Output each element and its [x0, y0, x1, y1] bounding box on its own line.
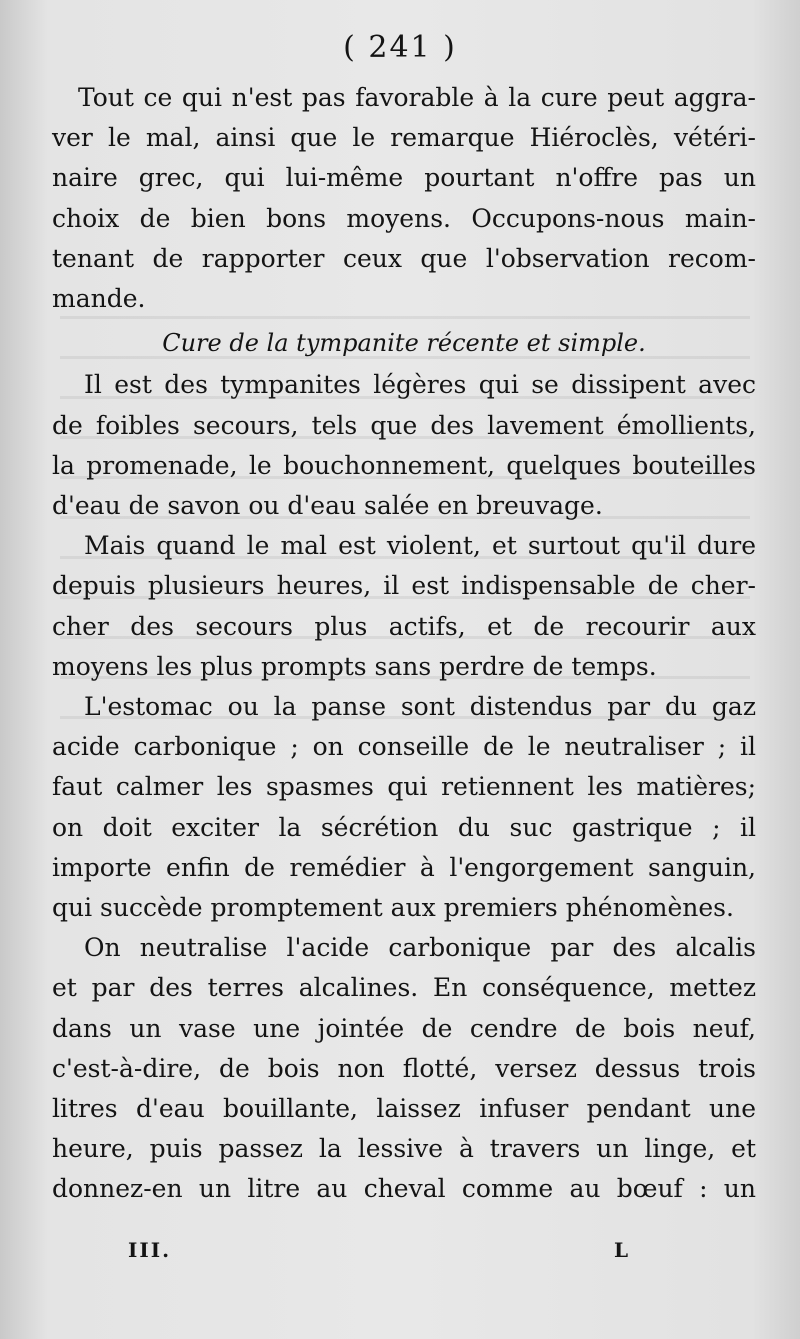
page-number: ( 241 )	[343, 30, 457, 65]
paragraph-2	[52, 526, 756, 687]
text-line: d'eau de savon ou d'eau salée en breuvage.	[52, 491, 603, 521]
paragraph-3	[52, 687, 756, 928]
text-line: importe enfin de remédier à l'engorgement sanguin,	[52, 852, 756, 882]
text-line: faut calmer les spasmes qui retiennent les matières;	[52, 772, 756, 802]
text-line: L'estomac ou la panse sont distendus par du gaz	[84, 692, 756, 722]
paragraph-1	[52, 365, 756, 526]
text-line: cher des secours plus actifs, et de recourir aux	[52, 611, 756, 641]
section-heading: Cure de la tympanite récente et simple.	[162, 329, 646, 358]
text-line: et par des terres alcalines. En conséquence, mettez	[52, 973, 756, 1003]
text-line: la promenade, le bouchonnement, quelques bouteilles	[52, 450, 756, 480]
text-line: Il est des tympanites légères qui se dissipent avec	[84, 370, 756, 400]
text-line: Mais quand le mal est violent, et surtout qu'il dure	[84, 531, 756, 561]
text-line: litres d'eau bouillante, laissez infuser pendant une	[52, 1094, 756, 1124]
text-line: mande.	[52, 284, 146, 314]
text-line: c'est-à-dire, de bois non flotté, versez dessus trois	[52, 1053, 756, 1083]
signature-mark: L	[614, 1238, 629, 1262]
text-line: dans un vase une jointée de cendre de bois neuf,	[52, 1013, 756, 1043]
text-line: tenant de rapporter ceux que l'observation recom-	[52, 243, 756, 273]
text-line: acide carbonique ; on conseille de le neutraliser ; il	[52, 732, 756, 762]
text-line: moyens les plus prompts sans perdre de temps.	[52, 651, 657, 681]
text-line: choix de bien bons moyens. Occupons-nous main-	[52, 203, 756, 233]
text-line: naire grec, qui lui-même pourtant n'offre pas un	[52, 163, 756, 193]
text-line: heure, puis passez la lessive à travers un linge, et	[52, 1134, 756, 1164]
text-line: ver le mal, ainsi que le remarque Hiéroclès, vétéri-	[52, 123, 756, 153]
text-line: donnez-en un litre au cheval comme au bœuf : un	[52, 1174, 756, 1204]
text-line: qui succède promptement aux premiers phénomènes.	[52, 893, 734, 923]
volume-mark: III.	[128, 1238, 172, 1262]
text-line: depuis plusieurs heures, il est indispensable de cher-	[52, 571, 756, 601]
page-body	[52, 78, 756, 1210]
intro-paragraph	[52, 78, 756, 319]
text-line: Tout ce qui n'est pas favorable à la cure peut aggra-	[78, 83, 756, 112]
paragraph-4	[52, 928, 756, 1209]
text-line: on doit exciter la sécrétion du suc gastrique ; il	[52, 812, 756, 842]
text-line: On neutralise l'acide carbonique par des alcalis	[84, 933, 756, 963]
text-line: de foibles secours, tels que des lavement émollients,	[52, 410, 756, 440]
